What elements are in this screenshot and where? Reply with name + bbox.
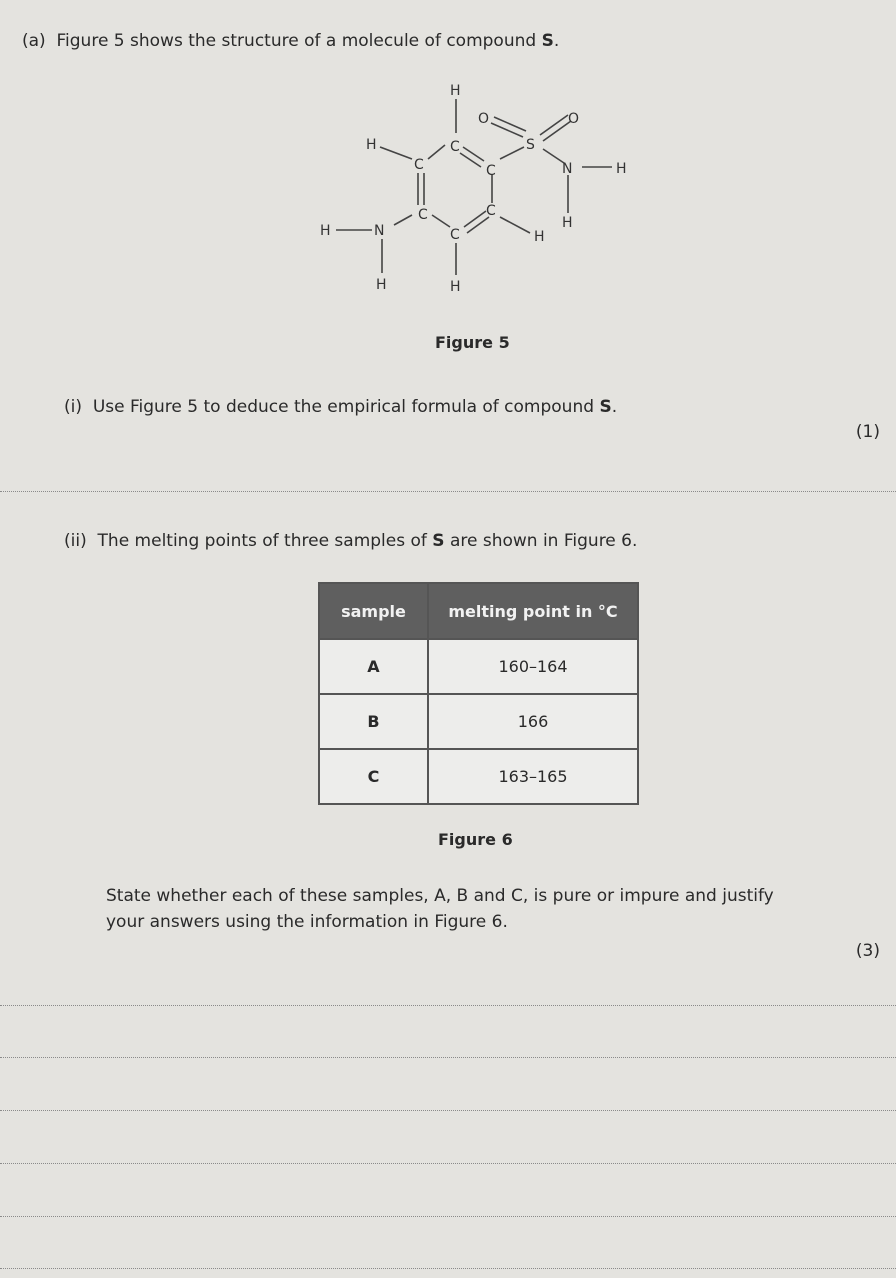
atom-n-left: N: [374, 223, 385, 239]
header-sample: sample: [319, 583, 428, 639]
instruction-line-1: State whether each of these samples, A, B and C, is pure or impure and justify: [106, 886, 774, 906]
intro-punct: .: [553, 31, 560, 51]
atom-h-left: H: [366, 137, 377, 153]
melting-point-table: [318, 582, 639, 805]
atom-n-right: N: [562, 161, 573, 177]
answer-line-i[interactable]: [0, 491, 896, 492]
atom-h-top: H: [450, 83, 461, 99]
answer-line[interactable]: [0, 1057, 896, 1058]
part-ii-label: (ii): [64, 531, 87, 551]
part-label: (a): [22, 31, 46, 51]
atom-c2: C: [414, 157, 424, 173]
instruction-line-2: your answers using the information in Figure 6.: [106, 912, 508, 932]
part-i-compound: S: [599, 397, 612, 417]
atom-h-n-down: H: [562, 215, 573, 231]
sample-cell: B: [319, 694, 428, 749]
header-melting-point: melting point in °C: [428, 583, 638, 639]
atom-c6: C: [450, 227, 460, 243]
part-i-punct: .: [611, 397, 618, 417]
melting-point-cell: 163–165: [428, 749, 638, 804]
part-ii-text-end: are shown in Figure 6.: [444, 531, 638, 551]
part-ii-compound: S: [432, 531, 445, 551]
atom-h-nh-down: H: [376, 277, 387, 293]
intro-text: Figure 5 shows the structure of a molecule of compound: [56, 31, 542, 51]
atom-c5: C: [486, 203, 496, 219]
atom-h-c6: H: [450, 279, 461, 295]
part-i-marks: (1): [855, 422, 880, 442]
table-row: [319, 749, 638, 804]
atom-c1: C: [450, 139, 460, 155]
atom-h-n-right: H: [616, 161, 627, 177]
question-intro: [22, 30, 559, 52]
atom-h-n-left: H: [320, 223, 331, 239]
sample-cell: C: [319, 749, 428, 804]
atom-c3: C: [486, 163, 496, 179]
figure6-caption: Figure 6: [438, 830, 513, 849]
part-i-label: (i): [64, 397, 82, 417]
atom-o-right: O: [568, 111, 580, 127]
answer-line[interactable]: [0, 1268, 896, 1269]
part-i-question: [64, 396, 617, 418]
table-row: [319, 694, 638, 749]
part-ii-question: [64, 530, 637, 552]
melting-point-cell: 160–164: [428, 639, 638, 694]
molecule-structure-diagram: [300, 75, 640, 300]
answer-line[interactable]: [0, 1216, 896, 1217]
sample-cell: A: [319, 639, 428, 694]
answer-line[interactable]: [0, 1110, 896, 1111]
atom-s: S: [526, 137, 535, 153]
atom-c4: C: [418, 207, 428, 223]
answer-line[interactable]: [0, 1005, 896, 1006]
part-i-text: Use Figure 5 to deduce the empirical formula of compound: [92, 397, 600, 417]
melting-point-cell: 166: [428, 694, 638, 749]
part-ii-marks: (3): [855, 941, 880, 961]
table-row: [319, 639, 638, 694]
table-header-row: [319, 583, 638, 639]
atom-o-left: O: [478, 111, 490, 127]
answer-line[interactable]: [0, 1163, 896, 1164]
part-ii-text: The melting points of three samples of: [97, 531, 433, 551]
atom-h-c5: H: [534, 229, 545, 245]
figure5-caption: Figure 5: [435, 333, 510, 352]
compound-label: S: [541, 31, 554, 51]
